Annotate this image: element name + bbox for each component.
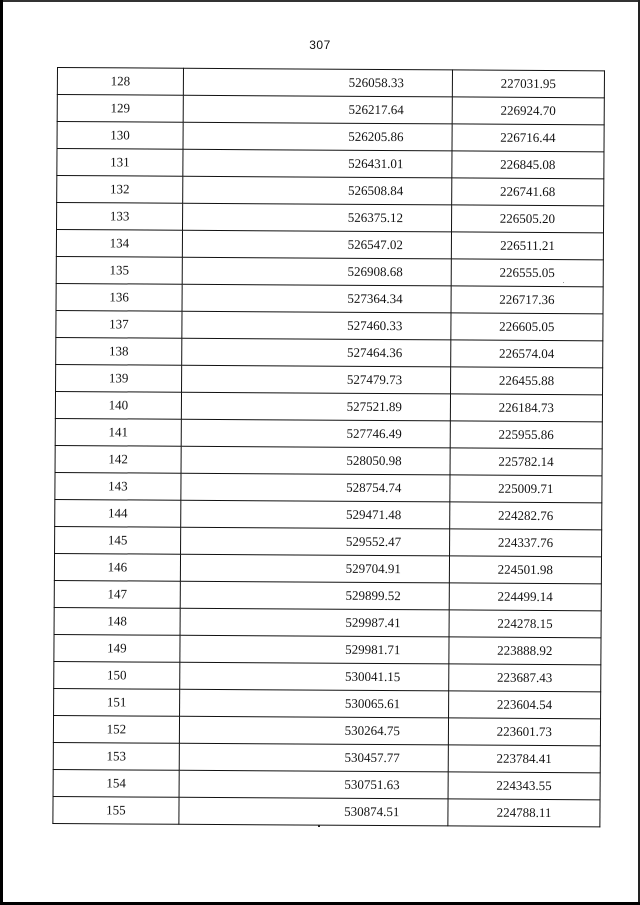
cell-point-number: 135	[56, 256, 182, 284]
cell-point-number: 139	[56, 364, 182, 392]
cell-point-number: 149	[54, 634, 180, 662]
cell-y-coordinate: 226505.20	[451, 205, 603, 233]
cell-x-coordinate: 530264.75	[179, 716, 448, 745]
cell-y-coordinate: 223888.92	[449, 637, 601, 665]
table-row	[53, 715, 600, 745]
cell-point-number: 138	[56, 337, 182, 365]
cell-x-coordinate: 529981.71	[180, 635, 449, 664]
table-row	[54, 634, 601, 664]
table-row	[54, 688, 601, 718]
cell-y-coordinate: 226574.04	[451, 340, 603, 368]
cell-x-coordinate: 526058.33	[183, 68, 452, 97]
cell-x-coordinate: 527521.89	[181, 392, 450, 421]
cell-point-number: 145	[55, 526, 181, 554]
table-row	[56, 283, 603, 313]
table-row	[56, 337, 603, 367]
cell-y-coordinate: 226717.36	[451, 286, 603, 314]
cell-point-number: 131	[57, 149, 183, 177]
cell-point-number: 154	[53, 769, 179, 797]
cell-x-coordinate: 530065.61	[180, 689, 449, 718]
cell-y-coordinate: 224343.55	[448, 772, 600, 800]
cell-point-number: 152	[53, 715, 179, 743]
cell-point-number: 153	[53, 742, 179, 770]
coordinates-table	[52, 67, 605, 827]
cell-x-coordinate: 530457.77	[179, 743, 448, 772]
cell-y-coordinate: 224278.15	[449, 610, 601, 638]
page-number: 307	[309, 38, 331, 52]
table-row	[54, 607, 601, 637]
cell-y-coordinate: 224499.14	[449, 583, 601, 611]
cell-y-coordinate: 226741.68	[452, 178, 604, 206]
table-row	[56, 364, 603, 394]
cell-point-number: 148	[54, 607, 180, 635]
cell-x-coordinate: 529899.52	[180, 581, 449, 610]
table-row	[57, 203, 604, 233]
cell-x-coordinate: 530751.63	[179, 770, 448, 799]
cell-point-number: 132	[57, 176, 183, 204]
cell-y-coordinate: 226716.44	[452, 124, 604, 152]
cell-y-coordinate: 225782.14	[450, 448, 602, 476]
cell-point-number: 134	[56, 230, 182, 258]
coordinates-table-body	[53, 68, 605, 827]
table-row	[55, 499, 602, 529]
table-row	[53, 742, 600, 772]
cell-point-number: 133	[57, 203, 183, 231]
cell-y-coordinate: 227031.95	[452, 70, 604, 98]
table-row	[55, 418, 602, 448]
cell-y-coordinate: 226845.08	[452, 151, 604, 179]
cell-point-number: 147	[54, 580, 180, 608]
cell-y-coordinate: 226455.88	[451, 367, 603, 395]
cell-y-coordinate: 225009.71	[450, 475, 602, 503]
table-row	[55, 526, 602, 556]
cell-point-number: 141	[55, 418, 181, 446]
table-row	[54, 661, 601, 691]
cell-y-coordinate: 225955.86	[450, 421, 602, 449]
cell-x-coordinate: 526217.64	[183, 95, 452, 124]
cell-x-coordinate: 527460.33	[182, 311, 451, 340]
cell-y-coordinate: 224282.76	[450, 502, 602, 530]
cell-x-coordinate: 529552.47	[181, 527, 450, 556]
table-row	[57, 122, 604, 152]
cell-point-number: 130	[57, 122, 183, 150]
cell-point-number: 137	[56, 310, 182, 338]
cell-point-number: 136	[56, 283, 182, 311]
table-row	[54, 580, 601, 610]
cell-point-number: 155	[53, 796, 179, 824]
cell-x-coordinate: 526547.02	[182, 230, 451, 259]
cell-x-coordinate: 529471.48	[181, 500, 450, 529]
cell-y-coordinate: 224788.11	[448, 799, 600, 827]
cell-x-coordinate: 527464.36	[182, 338, 451, 367]
cell-x-coordinate: 530874.51	[179, 797, 448, 826]
table-row	[54, 553, 601, 583]
cell-x-coordinate: 526375.12	[183, 203, 452, 232]
table-row	[57, 149, 604, 179]
table-row	[55, 445, 602, 475]
cell-point-number: 128	[57, 68, 183, 96]
cell-point-number: 129	[57, 95, 183, 123]
cell-y-coordinate: 226511.21	[451, 232, 603, 260]
cell-point-number: 140	[55, 391, 181, 419]
cell-x-coordinate: 528754.74	[181, 473, 450, 502]
cell-y-coordinate: 224501.98	[449, 556, 601, 584]
cell-y-coordinate: 223687.43	[449, 664, 601, 692]
cell-x-coordinate: 527479.73	[182, 365, 451, 394]
cell-y-coordinate: 226555.05	[451, 259, 603, 287]
cell-y-coordinate: 223784.41	[448, 745, 600, 773]
table-row	[56, 256, 603, 286]
scan-edge-top	[0, 0, 640, 2]
cell-x-coordinate: 527746.49	[181, 419, 450, 448]
table-row	[55, 472, 602, 502]
cell-x-coordinate: 527364.34	[182, 284, 451, 313]
table-row	[57, 95, 604, 125]
cell-x-coordinate: 526431.01	[183, 149, 452, 178]
cell-x-coordinate: 526908.68	[182, 257, 451, 286]
cell-point-number: 143	[55, 472, 181, 500]
cell-y-coordinate: 226605.05	[451, 313, 603, 341]
table-row	[56, 230, 603, 260]
cell-x-coordinate: 530041.15	[180, 662, 449, 691]
cell-point-number: 150	[54, 661, 180, 689]
scan-edge-left	[0, 0, 3, 905]
table-row	[53, 796, 600, 826]
cell-point-number: 146	[54, 553, 180, 581]
cell-x-coordinate: 528050.98	[181, 446, 450, 475]
coordinates-table-container	[52, 67, 605, 827]
cell-y-coordinate: 223604.54	[449, 691, 601, 719]
cell-point-number: 144	[55, 499, 181, 527]
cell-y-coordinate: 224337.76	[450, 529, 602, 557]
cell-x-coordinate: 529987.41	[180, 608, 449, 637]
scan-dot	[318, 825, 320, 827]
cell-x-coordinate: 526508.84	[183, 176, 452, 205]
cell-x-coordinate: 529704.91	[180, 554, 449, 583]
table-row	[53, 769, 600, 799]
scan-speck	[563, 282, 564, 283]
table-row	[57, 176, 604, 206]
cell-y-coordinate: 226924.70	[452, 97, 604, 125]
cell-y-coordinate: 223601.73	[448, 718, 600, 746]
table-row	[57, 68, 604, 98]
table-row	[55, 391, 602, 421]
cell-x-coordinate: 526205.86	[183, 122, 452, 151]
cell-point-number: 151	[54, 688, 180, 716]
table-row	[56, 310, 603, 340]
cell-y-coordinate: 226184.73	[450, 394, 602, 422]
cell-point-number: 142	[55, 445, 181, 473]
